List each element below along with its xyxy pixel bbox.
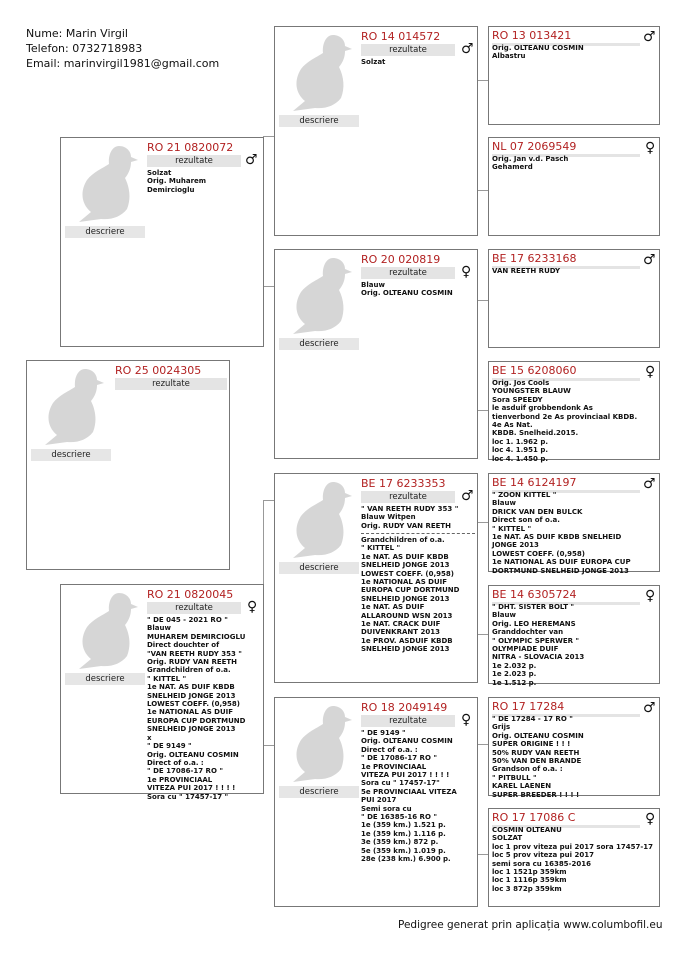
ancestor-card xyxy=(488,361,660,463)
footer-credit: Pedigree generat prin aplicația www.columbofil.eu xyxy=(398,919,663,931)
ring-number[interactable]: RO 18 2049149 xyxy=(361,701,448,714)
pigeon-info: Solzat Orig. Muharem Demircioglu xyxy=(147,169,207,194)
pigeon-icon xyxy=(73,589,145,669)
ring-number[interactable]: RO 25 0024305 xyxy=(115,364,202,377)
pigeon-info: " DE 17284 - 17 RO " Grijs Orig. OLTEANU COSMIN SUPER ORIGINE ! ! ! 50% RUDY VAN REETH 50% VAN DEN BRANDE Grandson of o.a. : " PITBULL " KAREL LAENEN SUPER BREEDER ! ! ! ! xyxy=(492,715,584,799)
ring-number[interactable]: RO 14 014572 xyxy=(361,30,441,43)
dam-sire-card xyxy=(274,473,478,683)
owner-contact xyxy=(26,26,219,71)
pigeon-icon xyxy=(287,31,359,111)
ring-number[interactable]: BE 17 6233168 xyxy=(492,252,577,265)
results-button[interactable]: rezultate xyxy=(361,44,455,56)
pigeon-photo-placeholder[interactable] xyxy=(279,254,367,350)
owner-email: Email: marinvirgil1981@gmail.com xyxy=(26,57,220,70)
pigeon-info: Blauw Orig. OLTEANU COSMIN xyxy=(361,281,453,298)
connector xyxy=(263,745,274,746)
divider xyxy=(361,533,475,534)
pigeon-photo-placeholder[interactable] xyxy=(65,589,153,685)
pigeon-photo-placeholder[interactable] xyxy=(279,31,367,127)
pigeon-icon xyxy=(287,702,359,782)
pigeon-info: COSMIN OLTEANU SOLZAT loc 1 prov viteza pui 2017 sora 17457-17 loc 5 prov viteza pui 2017 semi sora cu 16385-2016 loc 1 1521p 359km loc 1 1116p 359km loc 3 872p 359km xyxy=(492,826,654,893)
description-button[interactable]: descriere xyxy=(31,449,111,461)
sire-dam-card xyxy=(274,249,478,459)
pigeon-info: " ZOON KITTEL " Blauw DRICK VAN DEN BULCK Direct son of o.a. " KITTEL " 1e NAT. AS DUIF KBDB SNELHEID JONGE 2013 LOWEST COEFF. (0,958) 1e NATIONAL AS DUIF EUROPA CUP DORTMUND SNELHEID JONGE 2013 xyxy=(492,491,631,575)
pigeon-icon xyxy=(287,478,359,558)
dam-dam-card xyxy=(274,697,478,907)
pigeon-info: Solzat xyxy=(361,58,386,66)
subject-card xyxy=(26,360,230,570)
female-icon: ♀ xyxy=(645,811,656,827)
female-icon: ♀ xyxy=(645,588,656,604)
female-icon: ♀ xyxy=(247,599,258,615)
ring-number[interactable]: RO 21 0820072 xyxy=(147,141,234,154)
pigeon-icon xyxy=(73,142,145,222)
pigeon-photo-placeholder[interactable] xyxy=(279,702,367,798)
owner-phone: Telefon: 0732718983 xyxy=(26,42,143,55)
ring-number[interactable]: RO 21 0820045 xyxy=(147,588,234,601)
pigeon-icon xyxy=(287,254,359,334)
results-button[interactable]: rezultate xyxy=(115,378,227,390)
results-button[interactable]: rezultate xyxy=(361,715,455,727)
ancestor-card xyxy=(488,249,660,348)
ancestor-card xyxy=(488,585,660,687)
male-icon: ♂ xyxy=(643,476,656,492)
results-button[interactable]: rezultate xyxy=(361,267,455,279)
description-button[interactable]: descriere xyxy=(279,786,359,798)
description-button[interactable]: descriere xyxy=(65,673,145,685)
pigeon-photo-placeholder[interactable] xyxy=(31,365,119,461)
owner-name: Nume: Marin Virgil xyxy=(26,27,128,40)
pigeon-info: Orig. Jan v.d. Pasch Gehamerd xyxy=(492,155,569,172)
results-button[interactable]: rezultate xyxy=(361,491,455,503)
female-icon: ♀ xyxy=(461,712,472,728)
male-icon: ♂ xyxy=(245,152,258,168)
ancestor-card xyxy=(488,137,660,236)
ring-number[interactable]: RO 17 17086 C xyxy=(492,811,576,824)
sire-sire-card xyxy=(274,26,478,236)
pigeon-info: " VAN REETH RUDY 353 " Blauw Witpen Orig. RUDY VAN REETH xyxy=(361,505,459,530)
male-icon: ♂ xyxy=(643,29,656,45)
male-icon: ♂ xyxy=(643,252,656,268)
ancestor-card xyxy=(488,473,660,575)
pigeon-info: Orig. OLTEANU COSMIN Albastru xyxy=(492,44,584,61)
pigeon-photo-placeholder[interactable] xyxy=(279,478,367,574)
ring-number[interactable]: BE 17 6233353 xyxy=(361,477,446,490)
female-icon: ♀ xyxy=(645,364,656,380)
ring-number[interactable]: BE 15 6208060 xyxy=(492,364,577,377)
ring-number[interactable]: RO 17 17284 xyxy=(492,700,565,713)
sire-card xyxy=(60,137,264,347)
ring-number[interactable]: RO 20 020819 xyxy=(361,253,441,266)
ring-number[interactable]: RO 13 013421 xyxy=(492,29,572,42)
pigeon-photo-placeholder[interactable] xyxy=(65,142,153,238)
connector xyxy=(263,136,274,137)
ring-number[interactable]: BE 14 6124197 xyxy=(492,476,577,489)
ring-number[interactable]: BE 14 6305724 xyxy=(492,588,577,601)
male-icon: ♂ xyxy=(461,41,474,57)
description-button[interactable]: descriere xyxy=(279,562,359,574)
connector xyxy=(263,500,274,501)
description-button[interactable]: descriere xyxy=(279,338,359,350)
description-button[interactable]: descriere xyxy=(279,115,359,127)
ancestor-card xyxy=(488,808,660,907)
description-button[interactable]: descriere xyxy=(65,226,145,238)
pigeon-info: VAN REETH RUDY xyxy=(492,267,561,275)
connector xyxy=(263,286,274,287)
ring-number[interactable]: NL 07 2069549 xyxy=(492,140,577,153)
male-icon: ♂ xyxy=(643,700,656,716)
pigeon-info: Orig. Jos Cools YOUNGSTER BLAUW Sora SPEEDY le asduif grobbendonk As tienverbond 2e As provinciaal KBDB. 4e As Nat. KBDB. Snelheid.2015. loc 1. 1.962 p. loc 4. 1.951 p. loc 4. 1.450 p. xyxy=(492,379,638,463)
pigeon-info: " DE 045 - 2021 RO " Blauw MUHAREM DEMIRCIOGLU Direct douchter of "VAN REETH RUDY 353 " Orig. RUDY VAN REETH Grandchildren of o.a. " KITTEL " 1e NAT. AS DUIF KBDB SNELHEID JONGE 2013 LOWEST COEFF. (0,958) 1e NATIONAL AS DUIF EUROPA CUP DORTMUND SNELHEID JONGE 2013 x " DE 9149 " Orig. OLTEANU COSMIN Direct of o.a. : " DE 17086-17 RO " 1e PROVINCIAAL VITEZA PUI 2017 ! ! ! ! Sora cu " 17457-17 " xyxy=(147,616,246,801)
ancestor-card xyxy=(488,26,660,125)
pigeon-info: " DE 9149 " Orig. OLTEANU COSMIN Direct of o.a. : " DE 17086-17 RO " 1e PROVINCIAAL VITEZA PUI 2017 ! ! ! ! Sora cu " 17457-17" 5e PROVINCIAAL VITEZA PUI 2017 Semi sora cu " DE 16385-16 RO " 1e (359 km.) 1.521 p. 1e (359 km.) 1.116 p. 3e (359 km.) 872 p. 5e (359 km.) 1.019 p. 28e (238 km.) 6.900 p. xyxy=(361,729,457,864)
pigeon-icon xyxy=(39,365,111,445)
pigeon-notes: Grandchildren of o.a. " KITTEL " 1e NAT. AS DUIF KBDB SNELHEID JONGE 2013 LOWEST COEFF. (0,958) 1e NATIONAL AS DUIF EUROPA CUP DORTMUND SNELHEID JONGE 2013 1e NAT. AS DUIF ALLAROUND WSN 2013 1e NAT. CRACK DUIF DUIVENKRANT 2013 1e PROV. ASDUIF KBDB SNELHEID JONGE 2013 xyxy=(361,536,460,654)
female-icon: ♀ xyxy=(645,140,656,156)
female-icon: ♀ xyxy=(461,264,472,280)
ancestor-card xyxy=(488,697,660,799)
results-button[interactable]: rezultate xyxy=(147,602,241,614)
pigeon-info: " DHT. SISTER BOLT " Blauw Orig. LEO HEREMANS Granddochter van " OLYMPIC SPERWER " OLYMPIADE DUIF NITRA - SLOVACIA 2013 1e 2.032 p. 1e 2.023 p. 1e 1.512 p. xyxy=(492,603,585,687)
dam-card xyxy=(60,584,264,801)
male-icon: ♂ xyxy=(461,488,474,504)
results-button[interactable]: rezultate xyxy=(147,155,241,167)
